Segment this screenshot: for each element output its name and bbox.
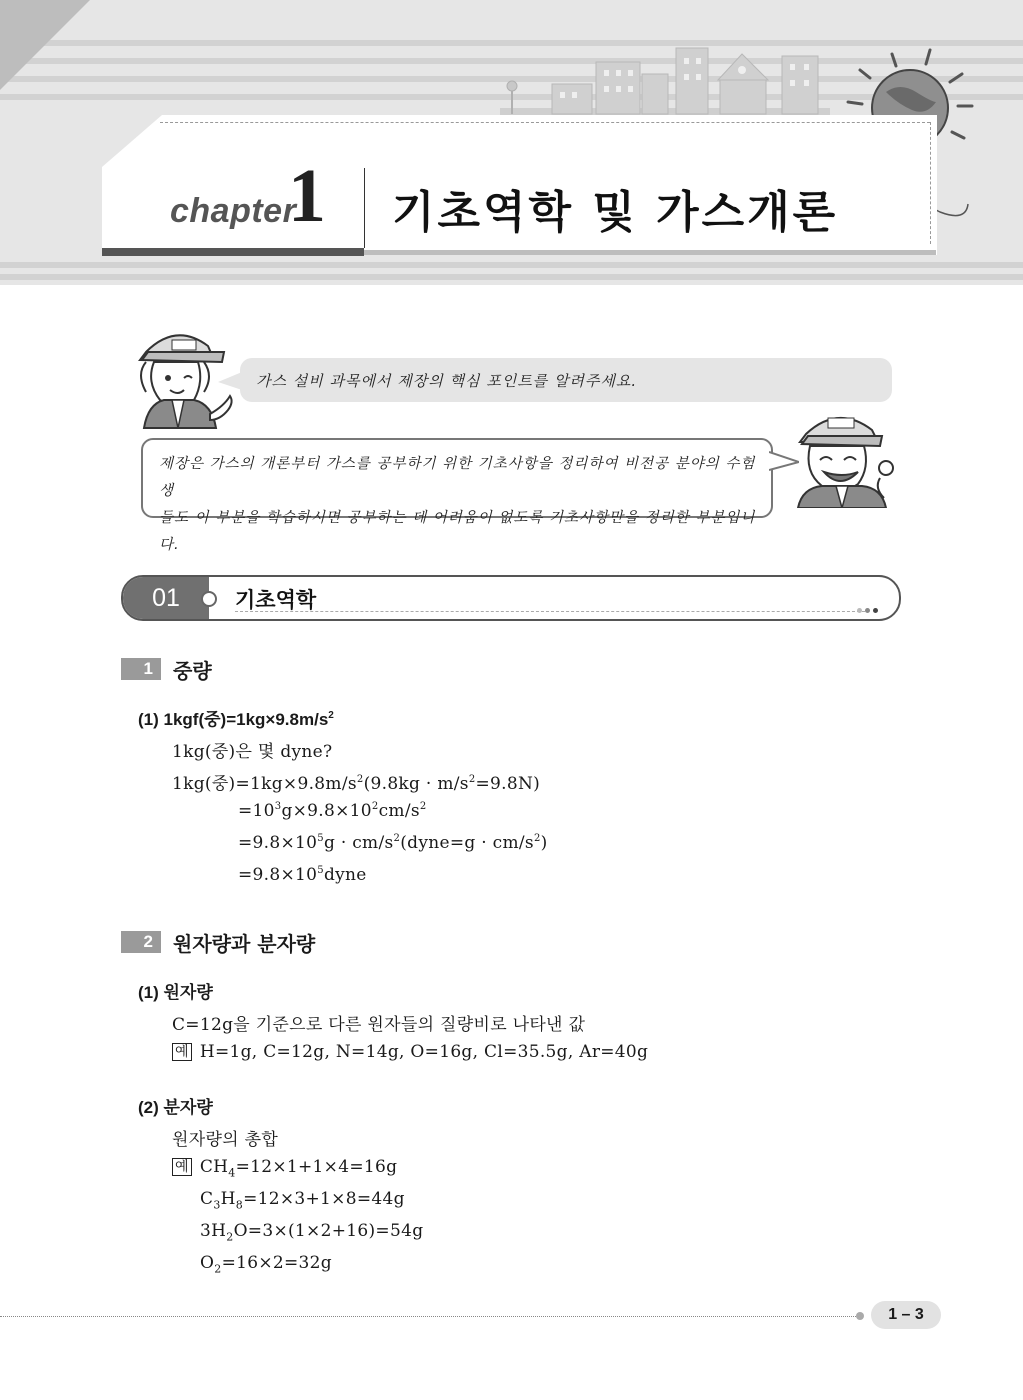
page-number: 1 – 3 <box>871 1301 941 1329</box>
example-line: $C_3H_8=12\times 3+1\times 8=44g$ <box>200 1189 405 1212</box>
topic-title: 원자량과 분자량 <box>173 932 316 956</box>
example-line: 예 H=1g, C=12g, N=14g, O=16g, Cl=35.5g, Ar=40g <box>172 1042 648 1062</box>
bubble-tail <box>769 450 799 474</box>
equation-line: $=9.8\times 10^5g$ · $cm/s^2(dyne=g \cdot cm/s^2)$ <box>238 833 548 853</box>
subheading: (1) 원자량 <box>138 983 213 1002</box>
decor-dot <box>865 608 870 613</box>
section-header <box>121 575 901 621</box>
definition-line: C=12g을 기준으로 다른 원자들의 질량비로 나타낸 값 <box>172 1015 586 1035</box>
title-divider <box>364 168 365 248</box>
equation-line: $=9.8\times 10^5dyne$ <box>238 865 367 885</box>
example-line: $O_2=16\times 2=32g$ <box>200 1253 332 1276</box>
topic-title: 중량 <box>173 659 212 683</box>
bubble-tail <box>218 370 242 392</box>
equation-line: 1kg(중)$=1kg\times 9.8m/s^2(9.8kg \cdot m/s^2=9.8N)$ <box>172 774 541 794</box>
section-dashed-line <box>235 611 865 612</box>
chapter-number: 1 <box>288 154 326 238</box>
chapter-label: chapter <box>170 192 297 230</box>
equation-line: $=10^3g\times 9.8\times 10^2cm/s^2$ <box>238 801 427 821</box>
example-label: 예 <box>172 1158 192 1176</box>
question-line: 1kg(중)은 몇 dyne? <box>172 742 333 762</box>
answer-bubble <box>141 438 773 553</box>
answer-line-1: 제장은 가스의 개론부터 가스를 공부하기 위한 기초사항을 정리하여 비전공 분야의 수험생 <box>159 456 756 499</box>
chapter-header <box>0 0 1023 285</box>
topic-number: 2 <box>121 931 161 953</box>
card-dashed-border <box>930 122 931 244</box>
section-title: 기초역학 <box>235 588 317 612</box>
subheading: (2) 분자량 <box>138 1098 213 1117</box>
decor-dot <box>857 608 862 613</box>
corner-fold <box>0 0 90 90</box>
city-skyline-illustration <box>500 40 830 118</box>
teacher-character-illustration <box>792 404 900 508</box>
question-bubble <box>240 358 892 402</box>
example-line: 예 $CH_4=12\times 1+1\times 4=16g$ <box>172 1157 397 1179</box>
question-text: 가스 설비 과목에서 제장의 핵심 포인트를 알려주세요. <box>256 372 638 390</box>
header-stripe <box>0 274 1023 280</box>
answer-line-2: 들도 이 부분을 학습하시면 공부하는 데 어려움이 없도록 기초사항만을 정리한 부분입니다. <box>159 510 756 553</box>
chapter-title: 기초역학 및 가스개론 <box>392 187 839 238</box>
card-base-bar <box>364 250 936 255</box>
example-label: 예 <box>172 1043 192 1061</box>
section-number: 01 <box>123 577 209 619</box>
footer-dot <box>856 1312 864 1320</box>
subheading: (1) 1kgf(중)$=1kg\times 9.8m/s^2$ <box>138 710 334 729</box>
section-bullet-icon <box>201 591 217 607</box>
topic-number: 1 <box>121 658 161 680</box>
card-base-bar <box>102 248 364 256</box>
example-line: $3H_2O=3\times(1\times 2+16)=54g$ <box>200 1221 424 1244</box>
header-stripe <box>0 262 1023 268</box>
definition-line: 원자량의 총합 <box>172 1130 279 1150</box>
card-dashed-border <box>160 122 930 123</box>
decor-dot <box>873 608 878 613</box>
footer-rule <box>0 1316 860 1317</box>
answer-text <box>159 451 757 559</box>
